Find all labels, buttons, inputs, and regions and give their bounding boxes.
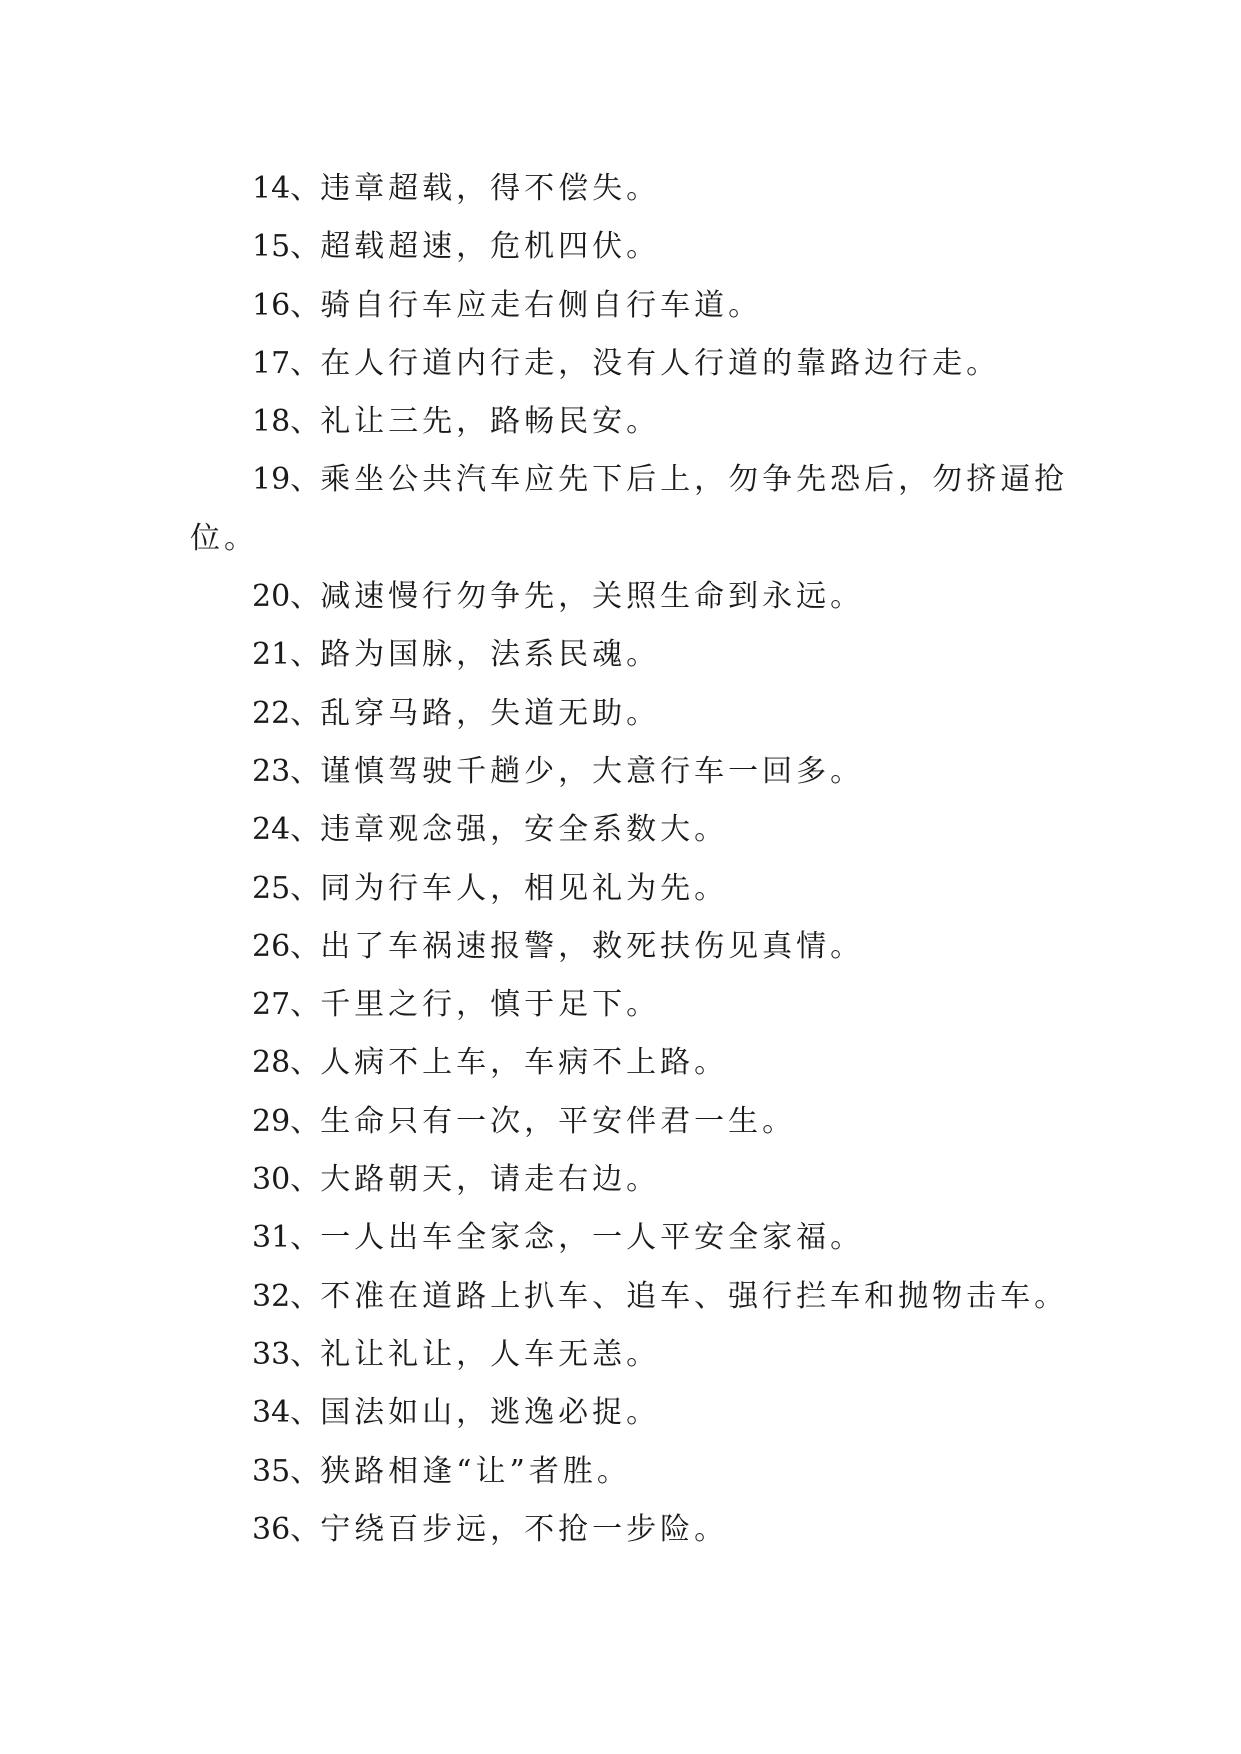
item-number: 22、 <box>252 695 321 731</box>
item-text: 人病不上车，车病不上路。 <box>320 1045 729 1081</box>
item-text: 乘坐公共汽车应先下后上，勿争先恐后，勿挤逼抢 <box>320 462 1069 498</box>
item-text: 生命只有一次，平安伴君一生。 <box>320 1103 797 1139</box>
list-item <box>190 1443 1070 1501</box>
list-item <box>190 1268 1070 1326</box>
item-text: 一人出车全家念，一人平安全家福。 <box>320 1220 865 1256</box>
list-item <box>190 801 1070 859</box>
item-text: 狭路相逢“让”者胜。 <box>320 1453 631 1489</box>
list-item <box>190 335 1070 393</box>
item-text: 谨慎驾驶千趟少，大意行车一回多。 <box>320 753 865 789</box>
item-text: 不准在道路上扒车、追车、强行拦车和抛物击车。 <box>320 1278 1069 1314</box>
item-text: 同为行车人，相见礼为先。 <box>320 870 729 906</box>
item-text: 出了车祸速报警，救死扶伤见真情。 <box>320 928 865 964</box>
item-first-line <box>190 451 1070 509</box>
item-text: 礼让三先，路畅民安。 <box>320 404 661 440</box>
item-text: 国法如山，逃逸必捉。 <box>320 1395 661 1431</box>
item-number: 28、 <box>252 1045 321 1081</box>
list-item <box>190 1384 1070 1442</box>
item-number: 16、 <box>252 287 321 323</box>
item-number: 33、 <box>252 1336 321 1372</box>
list-item <box>190 393 1070 451</box>
list-item <box>190 1151 1070 1209</box>
list-item <box>190 1209 1070 1267</box>
item-text: 减速慢行勿争先，关照生命到永远。 <box>320 579 865 615</box>
item-text: 在人行道内行走，没有人行道的靠路边行走。 <box>320 345 1001 381</box>
item-text: 大路朝天，请走右边。 <box>320 1162 661 1198</box>
item-number: 15、 <box>252 229 321 265</box>
list-item <box>190 685 1070 743</box>
item-number: 24、 <box>252 812 321 848</box>
list-item <box>190 626 1070 684</box>
item-text: 路为国脉，法系民魂。 <box>320 637 661 673</box>
list-item <box>190 568 1070 626</box>
list-item <box>190 160 1070 218</box>
list-item <box>190 743 1070 801</box>
list-item <box>190 1326 1070 1384</box>
item-text: 礼让礼让，人车无恙。 <box>320 1336 661 1372</box>
item-text: 宁绕百步远，不抢一步险。 <box>320 1511 729 1547</box>
item-text: 千里之行，慎于足下。 <box>320 987 661 1023</box>
item-number: 23、 <box>252 753 321 789</box>
item-number: 19、 <box>252 462 321 498</box>
item-text: 违章观念强，安全系数大。 <box>320 812 729 848</box>
item-number: 21、 <box>252 637 321 673</box>
item-number: 31、 <box>252 1220 321 1256</box>
item-text: 骑自行车应走右侧自行车道。 <box>320 287 763 323</box>
list-item <box>190 1093 1070 1151</box>
list-item <box>190 1034 1070 1092</box>
item-text: 乱穿马路，失道无助。 <box>320 695 661 731</box>
item-number: 17、 <box>252 345 321 381</box>
slogan-list <box>190 160 1070 1559</box>
item-number: 30、 <box>252 1162 321 1198</box>
item-number: 25、 <box>252 870 321 906</box>
item-number: 32、 <box>252 1278 321 1314</box>
list-item <box>190 918 1070 976</box>
item-number: 14、 <box>252 171 321 206</box>
item-text: 违章超载，得不偿失。 <box>320 171 661 206</box>
list-item <box>190 860 1070 918</box>
item-number: 27、 <box>252 987 321 1023</box>
item-number: 18、 <box>252 404 321 440</box>
list-item <box>190 976 1070 1034</box>
item-number: 26、 <box>252 928 321 964</box>
list-item <box>190 1501 1070 1559</box>
item-number: 36、 <box>252 1511 321 1547</box>
item-continuation: 位。 <box>190 520 258 556</box>
item-number: 20、 <box>252 579 321 615</box>
list-item <box>190 451 1070 568</box>
item-text: 超载超速，危机四伏。 <box>320 229 661 265</box>
item-number: 35、 <box>252 1453 321 1489</box>
item-number: 34、 <box>252 1395 321 1431</box>
list-item <box>190 277 1070 335</box>
item-number: 29、 <box>252 1103 321 1139</box>
list-item <box>190 218 1070 276</box>
